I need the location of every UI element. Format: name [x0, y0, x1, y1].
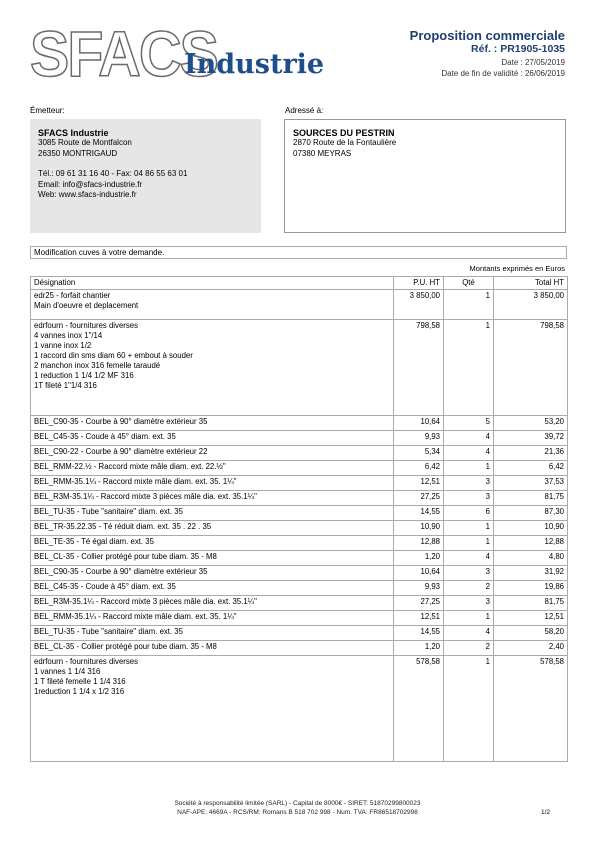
row-designation: BEL_C90-35 - Courbe à 90° diamètre extérieur 35: [31, 416, 394, 431]
row-designation: BEL_RMM-22.½ - Raccord mixte mâle diam. ext. 22.½": [31, 461, 394, 476]
row-unit-price: 10,90: [394, 521, 444, 536]
row-quantity: 3: [444, 491, 494, 506]
footer-legal-line2: NAF-APE: 4669A - RCS/RM: Romans B 518 702 998 - Num. TVA: FR86518702998: [177, 809, 418, 816]
table-row: [31, 506, 568, 521]
table-header-row: [31, 277, 568, 290]
row-total: 12,51: [494, 611, 568, 626]
emitter-web: Web: www.sfacs-industrie.fr: [38, 190, 137, 200]
row-quantity: 3: [444, 566, 494, 581]
table-row: [31, 521, 568, 536]
row-total: 3 850,00: [494, 290, 568, 320]
row-total: 4,80: [494, 551, 568, 566]
row-total: 31,92: [494, 566, 568, 581]
row-total: 6,42: [494, 461, 568, 476]
table-row: [31, 581, 568, 596]
row-quantity: 1: [444, 611, 494, 626]
table-row: [31, 566, 568, 581]
items-table: [30, 276, 568, 762]
header-unit-price: P.U. HT: [394, 277, 444, 290]
row-total: 798,58: [494, 320, 568, 416]
row-quantity: 3: [444, 596, 494, 611]
company-logo-sfacs: SFACS: [30, 18, 218, 90]
table-row: [31, 491, 568, 506]
row-unit-price: 1,20: [394, 551, 444, 566]
row-designation: edr25 - forfait chantier Main d'oeuvre et deplacement: [31, 290, 394, 320]
row-designation: BEL_RMM-35.1¼ - Raccord mixte mâle diam. ext. 35. 1¼": [31, 476, 394, 491]
row-quantity: 6: [444, 506, 494, 521]
row-quantity: 4: [444, 446, 494, 461]
emitter-name: SFACS Industrie: [38, 128, 109, 138]
row-total: 19,86: [494, 581, 568, 596]
row-quantity: 2: [444, 641, 494, 656]
currency-note: Montants exprimés en Euros: [469, 264, 565, 273]
row-total: 53,20: [494, 416, 568, 431]
table-row: [31, 416, 568, 431]
row-total: 2,40: [494, 641, 568, 656]
row-unit-price: 10,64: [394, 416, 444, 431]
row-quantity: 5: [444, 416, 494, 431]
row-quantity: 4: [444, 626, 494, 641]
row-unit-price: 12,88: [394, 536, 444, 551]
row-unit-price: 27,25: [394, 491, 444, 506]
row-unit-price: 798,58: [394, 320, 444, 416]
row-designation: edrfourn - fournitures diverses 4 vannes inox 1"/14 1 vanne inox 1/2 1 raccord din sms diam 60 + embout à souder 2 manchon inox 316 femelle taraudé 1 reduction 1 1/4 1/2 MF 316 1T fileté 1"1/4 316: [31, 320, 394, 416]
row-unit-price: 14,55: [394, 626, 444, 641]
recipient-box: [284, 119, 566, 233]
row-designation: BEL_TU-35 - Tube "sanitaire" diam. ext. 35: [31, 626, 394, 641]
recipient-label: Adressé à:: [285, 106, 324, 115]
table-row: [31, 431, 568, 446]
emitter-box: [30, 119, 261, 233]
footer-legal-line1: Société à responsabilité limitée (SARL) - Capital de 8000€ - SIRET: 51870299800023: [174, 800, 421, 807]
row-designation: BEL_C90-35 - Courbe à 90° diamètre extérieur 35: [31, 566, 394, 581]
table-row: [31, 536, 568, 551]
row-designation: BEL_C45-35 - Coude à 45° diam. ext. 35: [31, 431, 394, 446]
table-row: [31, 656, 568, 762]
row-total: 81,75: [494, 596, 568, 611]
row-designation: BEL_C45-35 - Coude à 45° diam. ext. 35: [31, 581, 394, 596]
table-row: [31, 551, 568, 566]
row-total: 58,20: [494, 626, 568, 641]
row-unit-price: 1,20: [394, 641, 444, 656]
row-unit-price: 10,64: [394, 566, 444, 581]
row-unit-price: 5,34: [394, 446, 444, 461]
row-total: 39,72: [494, 431, 568, 446]
page-number: 1/2: [540, 809, 550, 816]
row-quantity: 1: [444, 656, 494, 762]
row-quantity: 4: [444, 431, 494, 446]
row-total: 578,58: [494, 656, 568, 762]
emitter-address-line1: 3085 Route de Montfalcon: [38, 138, 132, 148]
row-quantity: 2: [444, 581, 494, 596]
table-row: [31, 476, 568, 491]
row-total: 37,53: [494, 476, 568, 491]
table-row: [31, 626, 568, 641]
proposal-note: Modification cuves à votre demande.: [30, 246, 567, 259]
validity-date: Date de fin de validité : 26/06/2019: [441, 69, 565, 78]
row-designation: BEL_TE-35 - Té égal diam. ext. 35: [31, 536, 394, 551]
header-quantity: Qté: [444, 277, 494, 290]
row-quantity: 4: [444, 551, 494, 566]
document-date: Date : 27/05/2019: [501, 58, 565, 67]
emitter-phone: Tél.: 09 61 31 16 40 - Fax: 04 86 55 63 01: [38, 169, 188, 179]
row-designation: edrfourn - fournitures diverses 1 vannes 1 1/4 316 1 T fileté femelle 1 1/4 316 1reduction 1 1/4 x 1/2 316: [31, 656, 394, 762]
recipient-address-line1: 2870 Route de la Fontaulière: [293, 138, 397, 148]
row-designation: BEL_C90-22 - Courbe à 90° diamètre extérieur 22: [31, 446, 394, 461]
row-designation: BEL_TU-35 - Tube "sanitaire" diam. ext. 35: [31, 506, 394, 521]
row-designation: BEL_TR-35.22.35 - Té réduit diam. ext. 35 . 22 . 35: [31, 521, 394, 536]
document-title: Proposition commerciale: [409, 28, 565, 43]
emitter-address-line2: 26350 MONTRIGAUD: [38, 148, 118, 158]
row-total: 81,75: [494, 491, 568, 506]
row-total: 12,88: [494, 536, 568, 551]
recipient-name: SOURCES DU PESTRIN: [293, 128, 395, 138]
table-row: [31, 290, 568, 320]
row-quantity: 1: [444, 461, 494, 476]
table-row: [31, 596, 568, 611]
header-total: Total HT: [494, 277, 568, 290]
row-designation: BEL_R3M-35.1¼ - Raccord mixte 3 pièces mâle dia. ext. 35.1¼": [31, 596, 394, 611]
company-logo-industrie: Industrie: [184, 49, 325, 80]
row-unit-price: 27,25: [394, 596, 444, 611]
row-quantity: 3: [444, 476, 494, 491]
emitter-label: Émetteur:: [30, 106, 65, 115]
row-designation: BEL_CL-35 - Collier protégé pour tube diam. 35 - M8: [31, 551, 394, 566]
row-unit-price: 6,42: [394, 461, 444, 476]
document-reference: Réf. : PR1905-1035: [471, 43, 565, 55]
row-unit-price: 9,93: [394, 431, 444, 446]
table-row: [31, 320, 568, 416]
emitter-email: Email: info@sfacs-industrie.fr: [38, 179, 143, 189]
row-designation: BEL_R3M-35.1¼ - Raccord mixte 3 pièces mâle dia. ext. 35.1¼": [31, 491, 394, 506]
row-unit-price: 12,51: [394, 611, 444, 626]
row-unit-price: 9,93: [394, 581, 444, 596]
row-total: 10,90: [494, 521, 568, 536]
row-quantity: 1: [444, 536, 494, 551]
table-row: [31, 641, 568, 656]
row-unit-price: 14,55: [394, 506, 444, 521]
row-unit-price: 12,51: [394, 476, 444, 491]
row-total: 21,36: [494, 446, 568, 461]
row-designation: BEL_CL-35 - Collier protégé pour tube diam. 35 - M8: [31, 641, 394, 656]
row-quantity: 1: [444, 290, 494, 320]
row-unit-price: 3 850,00: [394, 290, 444, 320]
row-unit-price: 578,58: [394, 656, 444, 762]
table-row: [31, 611, 568, 626]
row-quantity: 1: [444, 521, 494, 536]
header-designation: Désignation: [31, 277, 394, 290]
row-total: 87,30: [494, 506, 568, 521]
table-row: [31, 461, 568, 476]
table-row: [31, 446, 568, 461]
items-body: [31, 290, 568, 762]
recipient-address-line2: 07380 MEYRAS: [293, 148, 352, 158]
row-quantity: 1: [444, 320, 494, 416]
row-designation: BEL_RMM-35.1¼ - Raccord mixte mâle diam. ext. 35. 1¼": [31, 611, 394, 626]
